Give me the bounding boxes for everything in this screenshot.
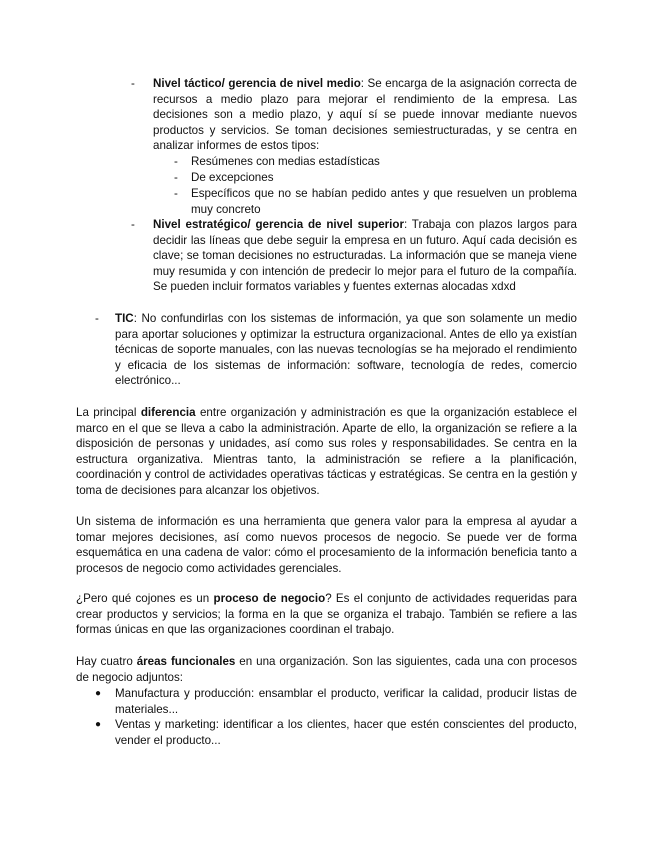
proceso-pre: ¿Pero qué cojones es un xyxy=(76,592,214,605)
proceso-post: ? Es el conjunto de actividades requeridas para crear productos y servicios; la forma en la que se organiza el trabajo. También se refiere a las formas únicas en que las organizaciones coordinan el trabajo. xyxy=(76,592,577,637)
sistema-paragraph: Un sistema de información es una herramienta que genera valor para la empresa al ayudar a tomar mejores decisiones, así como nuevos procesos de negocio. Se puede ver de forma esquemática en una cadena de valor: cómo el procesamiento de la información beneficia tanto a procesos de negocio como actividades gerenciales. xyxy=(76,515,577,575)
nivel-tactico-text: : Se encarga de la asignación correcta de recursos a medio plazo para mejorar el rendimiento de la empresa. Las decisiones son a medio plazo, y aquí sí se puede innovar mediante nuevos productos y servicios. Se toman decisiones semiestructuradas, y se centra en analizar informes de estos tipos: xyxy=(153,77,577,153)
areas-post: en una organización. Son las siguientes, cada una con procesos de negocio adjuntos: xyxy=(76,655,577,684)
dash-bullet: - xyxy=(174,155,178,168)
areas-paragraph xyxy=(76,654,577,685)
tic-text: : No confundirlas con los sistemas de información, ya que son solamente un medio para aportar soluciones y optimizar la estructura organizacional. Antes de ello ya existían técnicas de soporte manuales, con las nuevas tecnologías se ha mejorado el rendimiento y eficacia de los sistemas de información: software, tecnología de redes, comercio electrónico... xyxy=(115,312,577,388)
dash-bullet: - xyxy=(131,77,135,90)
tic-paragraph xyxy=(115,311,577,389)
nivel-tactico-paragraph xyxy=(153,76,577,154)
areas-pre: Hay cuatro xyxy=(76,655,137,668)
diferencia-post: entre organización y administración es que la organización establece el marco en el que se lleva a cabo la administración. Aparte de ello, la organización se refiere a la disposición de personas y unidades, así como sus roles y responsabilidades. Se centra en la estructura organizativa. Mientras tanto, la administración se refiere a la planificación, coordinación y control de actividades operativas tácticas y estratégicas. Se centra en la gestión y toma de decisiones para alcanzar los objetivos. xyxy=(76,406,577,497)
round-bullet-icon: ● xyxy=(95,688,102,699)
dash-bullet: - xyxy=(174,187,178,200)
nivel-estrategico-paragraph xyxy=(153,217,577,295)
diferencia-bold: diferencia xyxy=(140,406,196,419)
area-list-item: Ventas y marketing: identificar a los clientes, hacer que estén conscientes del producto, vender el producto... xyxy=(115,718,577,747)
area-list-item: Manufactura y producción: ensamblar el producto, verificar la calidad, producir listas de materiales... xyxy=(115,687,577,716)
dash-bullet: - xyxy=(131,218,135,231)
areas-bold: áreas funcionales xyxy=(136,655,236,668)
nivel-estrategico-text: : Trabaja con plazos largos para decidir las líneas que debe seguir la empresa en un futuro. Aquí cada decisión es clave; se toman decisiones no estructuradas. La información que se maneja viene muy resumida y con intención de predecir lo mejor para el futuro de la compañía. Se pueden incluir formatos variables y fuentes externas alocadas xdxd xyxy=(153,218,577,294)
tactico-subitem: De excepciones xyxy=(191,171,274,184)
nivel-tactico-heading: Nivel táctico/ gerencia de nivel medio xyxy=(153,77,361,90)
proceso-bold: proceso de negocio xyxy=(213,592,326,605)
proceso-paragraph xyxy=(76,591,577,638)
tactico-subitem: Resúmenes con medias estadísticas xyxy=(191,155,380,168)
tactico-subitem: Específicos que no se habían pedido antes y que resuelven un problema muy concreto xyxy=(191,187,577,216)
diferencia-paragraph xyxy=(76,405,577,499)
nivel-estrategico-heading: Nivel estratégico/ gerencia de nivel superior xyxy=(153,218,404,231)
round-bullet-icon: ● xyxy=(95,719,102,730)
dash-bullet: - xyxy=(174,171,178,184)
dash-bullet: - xyxy=(95,312,99,325)
diferencia-pre: La principal xyxy=(76,406,141,419)
tic-heading: TIC xyxy=(115,312,134,325)
